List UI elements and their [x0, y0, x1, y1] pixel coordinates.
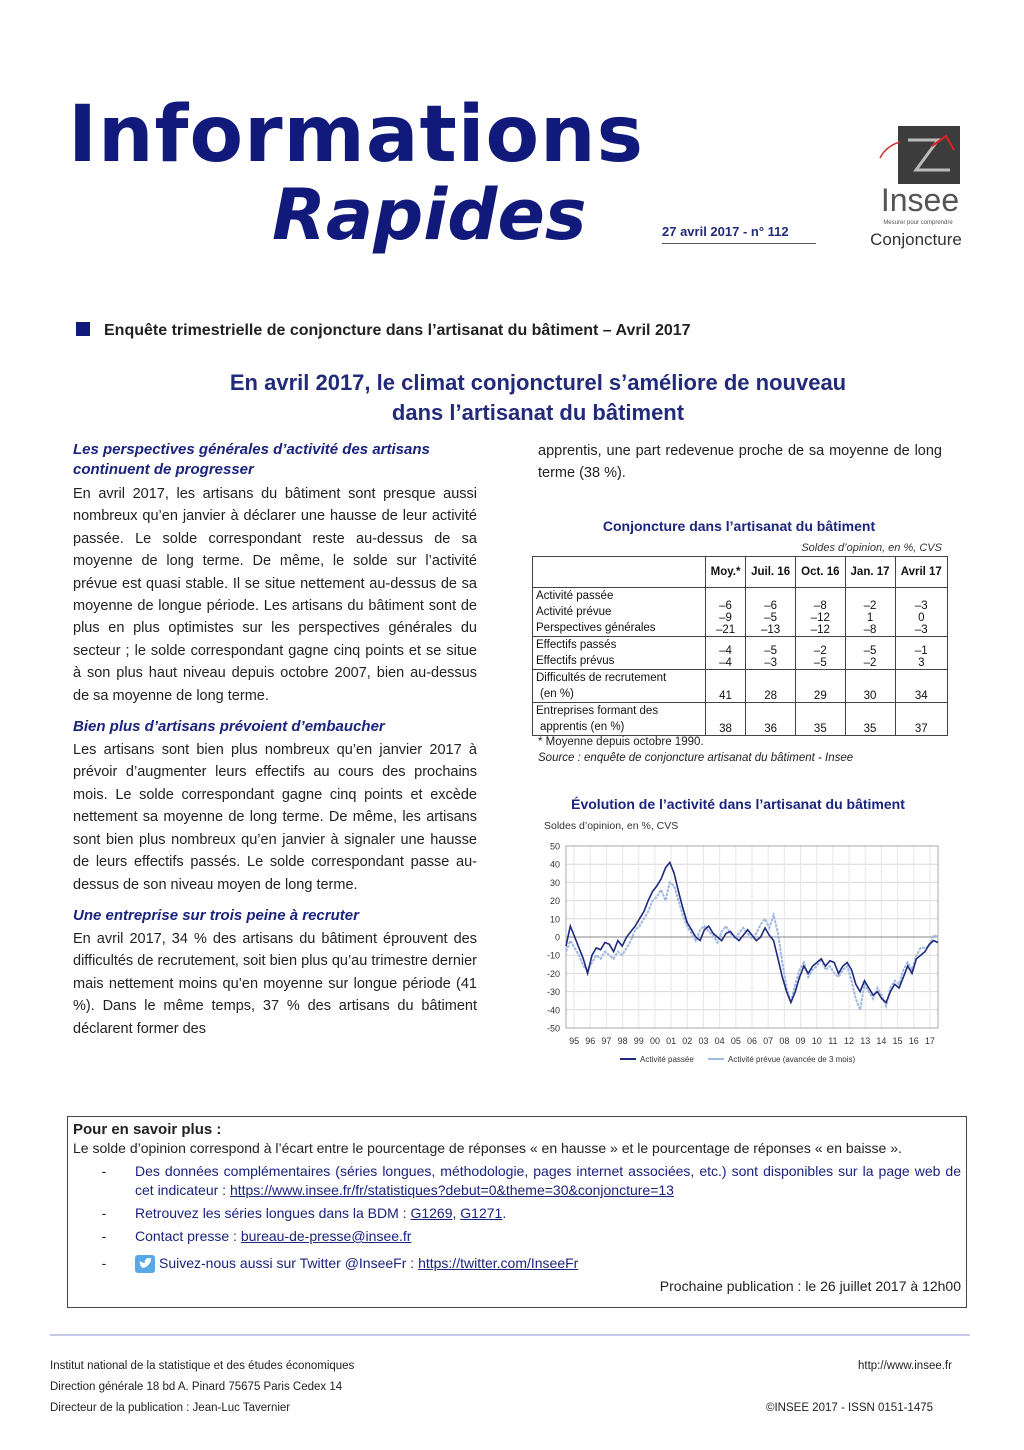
issue-date: 27 avril 2017 - n° 112: [662, 224, 789, 239]
x-tick-label: 15: [892, 1036, 903, 1046]
table-row-labels: [533, 637, 706, 670]
right-column-continuation: apprentis, une part redevenue proche de sa moyenne de long terme (38 %).: [538, 443, 942, 482]
table-cell: 38: [706, 703, 746, 736]
table-row-recrutement: [533, 670, 948, 703]
table-footnote: * Moyenne depuis octobre 1990.: [538, 736, 704, 748]
y-tick-label: 20: [549, 896, 560, 907]
table-cell-group: –2 –5: [796, 637, 845, 670]
info-item-3-text: Contact presse :: [135, 1228, 237, 1244]
bdm-link-g1269[interactable]: G1269: [410, 1205, 453, 1221]
bullet-dash: -: [101, 1205, 107, 1221]
section-heading-3: Une entreprise sur trois peine à recruter: [73, 906, 359, 924]
table-cell: 41: [706, 670, 746, 703]
y-tick-label: 30: [549, 877, 560, 888]
y-tick-label: -10: [546, 950, 560, 961]
legend-label: Activité passée: [640, 1055, 694, 1064]
footer-divider: [50, 1334, 970, 1336]
table-row-labels: [533, 588, 706, 637]
table-header-row: [533, 557, 948, 588]
table-cell-group: –6 –5 –13: [746, 588, 796, 637]
x-tick-label: 10: [811, 1036, 822, 1046]
section-heading-2: Bien plus d’artisans prévoient d’embaucher: [73, 718, 385, 736]
issue-underline: [662, 243, 816, 244]
footer-director: Directeur de la publication : Jean-Luc Tavernier: [50, 1402, 291, 1414]
y-tick-label: 10: [549, 914, 560, 925]
insee-logo-icon: [898, 126, 960, 184]
x-tick-label: 06: [746, 1036, 758, 1046]
publication-title-line2: Rapides: [272, 174, 587, 256]
info-item-4-text: Suivez-nous aussi sur Twitter @InseeFr :: [159, 1255, 415, 1271]
table-cell: 35: [796, 703, 845, 736]
table-header-cell: Avril 17: [895, 557, 947, 588]
y-tick-label: -50: [546, 1023, 560, 1034]
info-item-3: [73, 1227, 961, 1246]
section-heading-1b: continuent de progresser: [73, 461, 254, 478]
table-cell: 35: [845, 703, 895, 736]
table-row-group-activity: [533, 588, 948, 637]
x-tick-label: 04: [714, 1036, 725, 1046]
square-bullet-icon: [76, 322, 90, 336]
legend-label: Activité prévue (avancée de 3 mois): [728, 1055, 856, 1064]
table-cell: 37: [895, 703, 947, 736]
info-item-1-text: Des données complémentaires (séries longues, méthodologie, pages internet associées, etc.) sont disponibles sur la page web de cet indicateur :: [135, 1163, 961, 1198]
x-tick-label: 12: [844, 1036, 855, 1046]
table-header-cell: Jan. 17: [845, 557, 895, 588]
table-cell-group: –5 –3: [746, 637, 796, 670]
x-tick-label: 16: [908, 1036, 919, 1046]
logo-swoosh-icon: [878, 140, 902, 165]
info-item-1: [73, 1162, 961, 1200]
row-label-perspectives: Perspectives générales: [536, 622, 656, 634]
x-tick-label: 03: [698, 1036, 709, 1046]
info-item-2-text: Retrouvez les séries longues dans la BDM :: [135, 1205, 407, 1221]
x-tick-label: 01: [666, 1036, 677, 1046]
chart-title: Évolution de l’activité dans l’artisanat du bâtiment: [571, 796, 905, 812]
y-tick-label: -40: [546, 1005, 560, 1016]
x-tick-label: 13: [860, 1036, 871, 1046]
table-cell: 29: [796, 670, 845, 703]
table-cell-group: –8 –12 –12: [796, 588, 845, 637]
info-box-intro: Le solde d’opinion correspond à l’écart entre le pourcentage de réponses « en hausse » et le pourcentage de réponses « en baisse ».: [73, 1140, 902, 1156]
bullet-dash: -: [101, 1228, 107, 1244]
footer-institute: Institut national de la statistique et des études économiques: [50, 1360, 355, 1372]
footer-address: Direction générale 18 bd A. Pinard 75675 Paris Cedex 14: [50, 1381, 343, 1393]
x-tick-label: 99: [633, 1036, 644, 1046]
headline-line2: dans l’artisanat du bâtiment: [391, 400, 685, 425]
info-box-heading: Pour en savoir plus :: [73, 1121, 222, 1138]
y-tick-label: -30: [546, 987, 560, 998]
table-cell: 34: [895, 670, 947, 703]
left-column: [73, 440, 477, 1040]
bullet-dash: -: [101, 1163, 107, 1179]
table-header-cell: Moy.*: [706, 557, 746, 588]
table-cell: 36: [746, 703, 796, 736]
indicator-page-link[interactable]: https://www.insee.fr/fr/statistiques?debut=0&theme=30&conjoncture=13: [229, 1182, 674, 1198]
chart-ylabel: Soldes d’opinion, en %, CVS: [544, 820, 679, 832]
row-label-effectifs-passes: Effectifs passés: [536, 639, 617, 651]
survey-label: Enquête trimestrielle de conjoncture dans l’artisanat du bâtiment – Avril 2017: [104, 322, 691, 339]
headline-line1: En avril 2017, le climat conjoncturel s’améliore de nouveau: [229, 370, 847, 395]
section-body-2: Les artisans sont bien plus nombreux qu’en janvier 2017 à prévoir d’augmenter leurs effectifs au cours des prochains mois. Le solde correspondant gagne cinq points et excède nettement sa moyenne de long terme. De même, les artisans sont bien plus nombreux qu’en janvier à signaler une hausse de leurs effectifs passés. Le solde correspondant passe au-dessus de son niveau moyen de long terme.: [73, 742, 477, 893]
x-tick-label: 97: [601, 1036, 612, 1046]
table-header-cell: Juil. 16: [746, 557, 796, 588]
activity-line-chart: [530, 836, 946, 1076]
table-unit-note: Soldes d’opinion, en %, CVS: [801, 542, 942, 554]
table-cell: 28: [746, 670, 796, 703]
x-tick-label: 02: [682, 1036, 693, 1046]
next-publication: Prochaine publication : le 26 juillet 2017 à 12h00: [659, 1278, 961, 1294]
row-label-activite-prevue: Activité prévue: [536, 606, 612, 618]
x-tick-label: 08: [779, 1036, 790, 1046]
press-email-link[interactable]: bureau-de-presse@insee.fr: [240, 1228, 412, 1244]
table-row-apprentis: [533, 703, 948, 736]
table-row-label: Difficultés de recrutement (en %): [533, 670, 706, 703]
table-cell-group: –4 –4: [706, 637, 746, 670]
table-cell-group: –1 3: [895, 637, 947, 670]
footer-copyright: ©INSEE 2017 - ISSN 0151-1475: [766, 1402, 934, 1414]
x-tick-label: 07: [763, 1036, 774, 1046]
table-cell-group: –3 0 –3: [895, 588, 947, 637]
table-cell: 30: [845, 670, 895, 703]
table-row-label: Entreprises formant des apprentis (en %): [533, 703, 706, 736]
y-tick-label: 50: [549, 841, 560, 852]
conjoncture-table: [532, 556, 948, 736]
info-item-4: [73, 1254, 961, 1273]
section-body-1: En avril 2017, les artisans du bâtiment sont presque aussi nombreux qu’en janvier à déclarer une hausse de leur activité passée. Le solde correspondant reste au-dessus de sa moyenne de long terme. De même, le solde sur l’activité prévue est quasi stable. Il se situe nettement au-dessus de sa moyenne de longue période. Les artisans du bâtiment sont de plus en plus optimistes sur les perspectives générales du secteur ; le solde correspondant gagne cinq points et se situe à son plus haut niveau depuis octobre 2007, bien au-dessus de sa moyenne de long terme.: [73, 486, 477, 704]
y-tick-label: 0: [554, 932, 560, 943]
row-label-effectifs-prevus: Effectifs prévus: [536, 655, 615, 667]
table-header-cell: Oct. 16: [796, 557, 845, 588]
table-title: Conjoncture dans l’artisanat du bâtiment: [602, 518, 876, 534]
x-tick-label: 96: [585, 1036, 596, 1046]
logo-tagline: Mesurer pour comprendre: [883, 220, 953, 226]
x-tick-label: 09: [795, 1036, 806, 1046]
publication-title-line1: Informations: [68, 90, 645, 180]
twitter-icon[interactable]: [135, 1255, 155, 1273]
x-tick-label: 95: [569, 1036, 580, 1046]
table-row-group-employment: [533, 637, 948, 670]
x-tick-label: 98: [617, 1036, 628, 1046]
section-heading-1a: Les perspectives générales d’activité des artisans: [73, 441, 430, 458]
x-tick-label: 05: [730, 1036, 741, 1046]
table-cell-group: –6 –9 –21: [706, 588, 746, 637]
table-header-blank: [533, 557, 706, 588]
info-box-content: [73, 1120, 961, 1296]
x-tick-label: 11: [828, 1036, 838, 1046]
x-tick-label: 17: [924, 1036, 935, 1046]
bdm-link-g1271[interactable]: G1271: [460, 1205, 503, 1221]
bullet-dash: -: [101, 1255, 107, 1271]
row-label-activite-passee: Activité passée: [536, 590, 614, 602]
section-body-3: En avril 2017, 34 % des artisans du bâtiment éprouvent des difficultés de recrutement, soit bien plus qu’au trimestre dernier mais nettement moins qu’en moyenne sur longue période (41 %). Dans le même temps, 37 % des artisans du bâtiment déclarent former des: [73, 930, 477, 1037]
y-tick-label: 40: [549, 859, 560, 870]
logo-insee-text: Insee: [880, 182, 960, 218]
table-source: Source : enquête de conjoncture artisanat du bâtiment - Insee: [538, 752, 854, 764]
x-tick-label: 14: [876, 1036, 887, 1046]
logo-conjoncture: Conjoncture: [870, 230, 962, 249]
info-item-2: - Retrouvez les séries longues dans la BDM : G1269, G1271.: [73, 1204, 961, 1223]
footer-url[interactable]: http://www.insee.fr: [858, 1360, 952, 1372]
twitter-link[interactable]: https://twitter.com/InseeFr: [418, 1255, 579, 1271]
x-tick-label: 00: [649, 1036, 660, 1046]
table-cell-group: –2 1 –8: [845, 588, 895, 637]
table-cell-group: –5 –2: [845, 637, 895, 670]
y-tick-label: -20: [546, 968, 560, 979]
